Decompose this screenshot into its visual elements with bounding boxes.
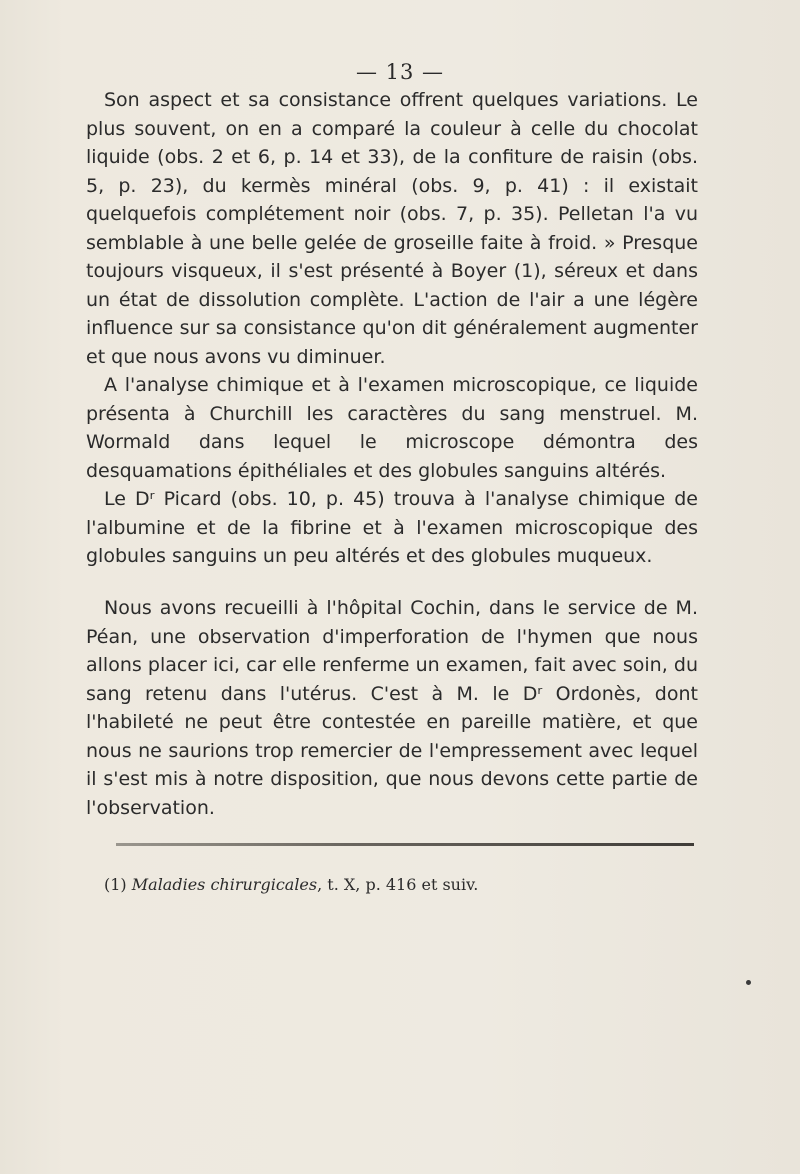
text-block-2	[86, 594, 698, 822]
paragraph: Son aspect et sa consistance offrent quelques variations. Le plus souvent, on en a comparé la couleur à celle du chocolat liquide (obs. 2 et 6, p. 14 et 33), de la confiture de raisin (obs. 5, p. 23), du kermès minéral (obs. 9, p. 41) : il existait quelquefois complétement noir (obs. 7, p. 35). Pelletan l'a vu semblable à une belle gelée de groseille faite à froid. » Presque toujours visqueux, il s'est présenté à Boyer (1), séreux et dans un état de dissolution complète. L'action de l'air a une légère influence sur sa consistance qu'on dit généralement augmenter et que nous avons vu diminuer.	[86, 89, 698, 368]
footnote-rest: , t. X, p. 416 et suiv.	[317, 875, 479, 894]
footnote-title: Maladies chirurgicales	[131, 875, 318, 894]
paragraph: A l'analyse chimique et à l'examen microscopique, ce liquide présenta à Churchill les caractères du sang menstruel. M. Wormald dans lequel le microscope démontra des desquamations épithéliales et des globules sanguins altérés.	[86, 374, 698, 482]
footnote-rule	[116, 843, 694, 846]
page-number: — 13 —	[355, 60, 445, 84]
text-block-1	[86, 86, 698, 571]
paragraph: Le Dʳ Picard (obs. 10, p. 45) trouva à l'analyse chimique de l'albumine et de la fibrine et à l'examen microscopique des globules sanguins un peu altérés et des globules muqueux.	[86, 488, 698, 567]
paragraph: Nous avons recueilli à l'hôpital Cochin, dans le service de M. Péan, une observation d'imperforation de l'hymen que nous allons placer ici, car elle renferme un examen, fait avec soin, du sang retenu dans l'utérus. C'est à M. le Dʳ Ordonès, dont l'habileté ne peut être contestée en pareille matière, et que nous ne saurions trop remercier de l'empressement avec lequel il s'est mis à notre disposition, que nous devons cette partie de l'observation.	[86, 597, 698, 819]
footnote-marker: (1)	[104, 875, 127, 894]
footnote	[104, 874, 704, 896]
ink-speck	[746, 980, 751, 985]
